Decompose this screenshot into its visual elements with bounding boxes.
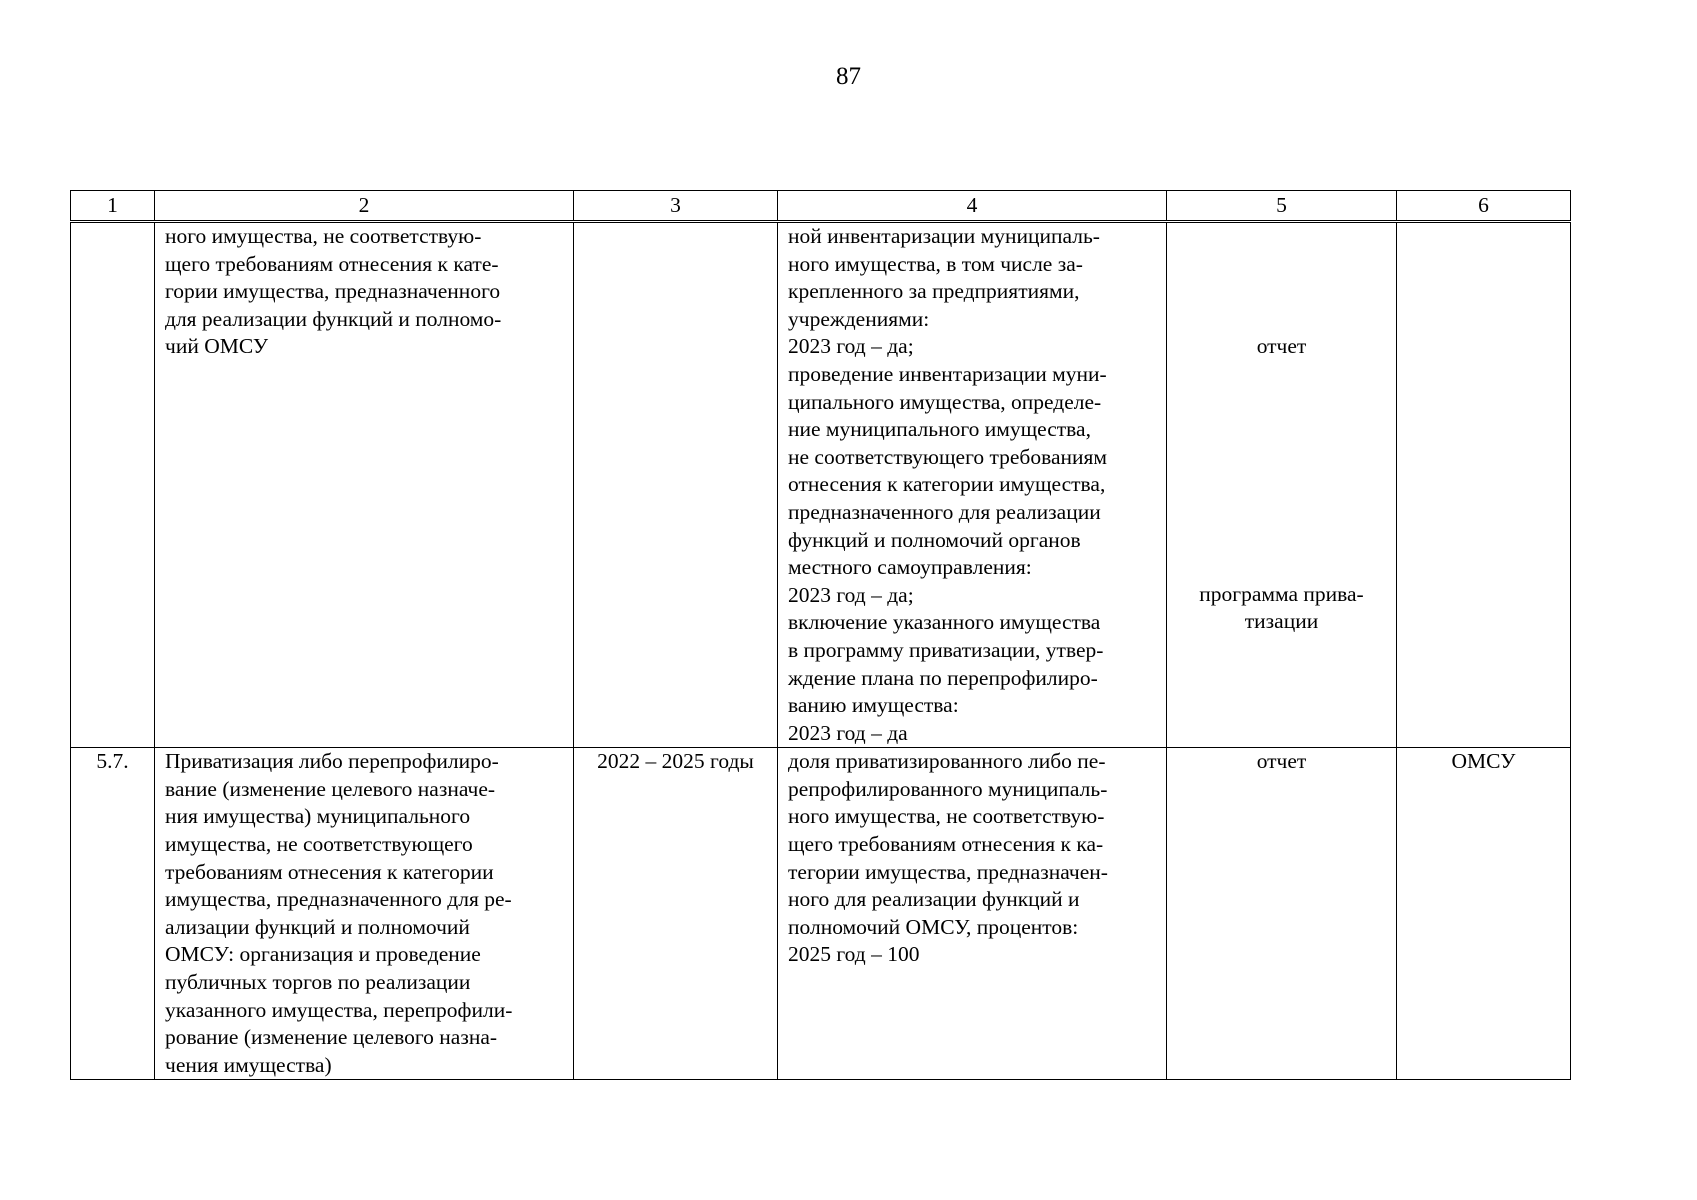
row2-indicators: доля приватизированного либо пе- репрофилированного муниципаль- ного имущества, не соответствую- щего требованиям отнесения к ка- тегории имущества, предназначен- ного для реализации функций и полномочий ОМСУ, процентов: 2025 год – 100: [778, 748, 1167, 1080]
table-row: [71, 222, 1571, 748]
row2-result: отчет: [1167, 748, 1397, 1080]
header-col-5: 5: [1167, 191, 1397, 222]
page-number: 87: [836, 63, 861, 90]
row1-indicators: ной инвентаризации муниципаль- ного имущества, в том числе за- крепленного за предприятиями, учреждениями: 2023 год – да; проведение инвентаризации муни- ципального имущества, определе- ние муниципального имущества, не соответствующего требованиям отнесения к категории имущества, предназначенного для реализации функций и полномочий органов местного самоуправления: 2023 год – да; включение указанного имущества в программу приватизации, утвер- ждение плана по перепрофилиро- ванию имущества: 2023 год – да: [778, 222, 1167, 748]
row2-number: 5.7.: [71, 748, 155, 1080]
row1-responsible: [1397, 222, 1571, 748]
header-col-6: 6: [1397, 191, 1571, 222]
row1-result-program: программа прива- тизации: [1199, 581, 1364, 634]
table-row: [71, 748, 1571, 1080]
row1-period: [574, 222, 778, 748]
header-col-4: 4: [778, 191, 1167, 222]
row1-number: [71, 222, 155, 748]
row2-activity: Приватизация либо перепрофилиро- вание (изменение целевого назначе- ния имущества) муниципального имущества, не соответствующего требованиям отнесения к категории имущества, предназначенного для ре- ализации функций и полномочий ОМСУ: организация и проведение публичных торгов по реализации указанного имущества, перепрофили- рование (изменение целевого назна- чения имущества): [155, 748, 574, 1080]
table-header: [71, 191, 1571, 222]
header-col-1: 1: [71, 191, 155, 222]
program-table: [70, 190, 1571, 1080]
row1-result: [1167, 222, 1397, 748]
header-col-3: 3: [574, 191, 778, 222]
row1-activity: ного имущества, не соответствую- щего требованиям отнесения к кате- гории имущества, предназначенного для реализации функций и полномо- чий ОМСУ: [155, 222, 574, 748]
header-row: [71, 191, 1571, 222]
row2-period: 2022 – 2025 годы: [574, 748, 778, 1080]
row2-responsible: ОМСУ: [1397, 748, 1571, 1080]
row1-result-report: отчет: [1256, 334, 1307, 358]
header-col-2: 2: [155, 191, 574, 222]
